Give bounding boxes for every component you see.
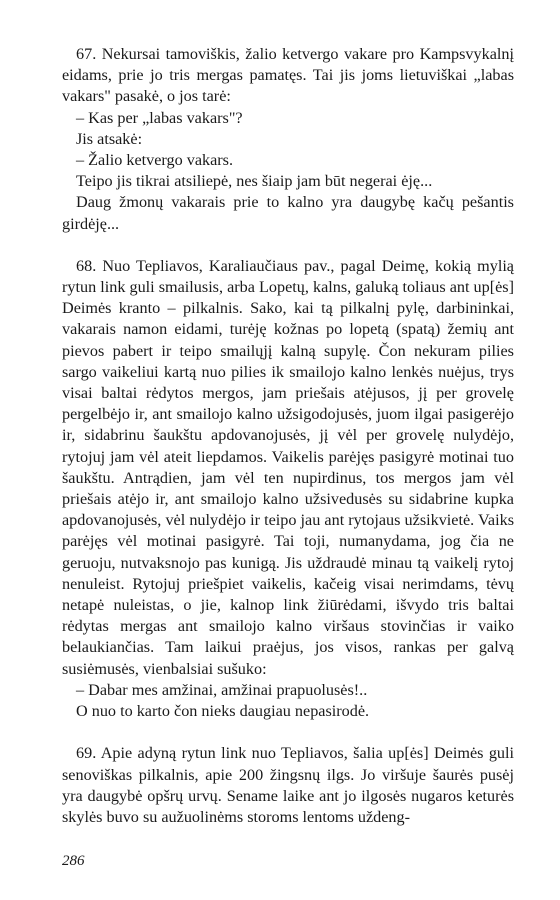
entry-67: [62, 44, 514, 235]
entry-67-dialog-question: – Kas per „labas vakars"?: [76, 108, 243, 127]
entry-67-dialog-answer: – Žalio ketvergo vakars.: [76, 151, 234, 170]
entry-68-dialog-exclamation: – Dabar mes amžinai, amžinai prapuolusės!..: [76, 680, 368, 699]
entry-69-paragraph-1: 69. Apie adyną rytun link nuo Tepliavos, šalia up[ės] Deimės guli senoviškas pilkalnis, apie 200 žingsnų ilgs. Jo viršuje šaurės pusėj yra daugybė opšrų urvų. Sename laike ant jo ilgosės nugaros keturės skylės buvo su aužuolinėms storoms lentoms uždeng-: [62, 744, 514, 826]
entry-68-paragraph-2: O nuo to karto čon nieks daugiau nepasirodė.: [76, 702, 370, 721]
document-page: [62, 44, 514, 828]
page-number: 286: [62, 853, 85, 869]
entry-67-intro: 67. Nekursai tamoviškis, žalio ketvergo vakare pro Kampsvykalnį eidams, prie jo tris mergas pamatęs. Tai jis joms lietuviškai „labas vakars" pasakė, o jos tarė:: [62, 45, 514, 106]
entry-67-paragraph-2: Teipo jis tikrai atsiliepė, nes šiaip jam būt negerai ėję...: [76, 172, 433, 191]
entry-67-dialog-lead: Jis atsakė:: [76, 129, 143, 148]
entry-68-paragraph-1: 68. Nuo Tepliavos, Karaliaučiaus pav., pagal Deimę, kokią mylią rytun link guli smailusis, arba Lopetų, kalns, galuką toliaus ant up[ės] Deimės kranto – pilkalnis. Sako, kai tą pilkalnį pylę, darbininkai, vakarais namon eidami, turėję kožnas po lopetą (spatą) žemių ant pievos pabert ir teipo smailųjį kalną supylę. Čon nekuram pilies sargo vaikeliui kartą nuo pilies ik smailojo kalno lenkės nuėjus, trys visai baltai rėdytos mergos, jam priešais atėjusos, jį per grovelę pergelbėjo ir, ant smailojo kalno užsigodojusės, juom ilgai pasigerėjo ir, sidabrinu šaukštu apdovanojusės, jį vėl per grovelę nulydėjo, rytojuj jam vėl ateit liepdamos. Vaikelis parėjęs pasigyrė motinai tuo šaukštu. Antrądien, jam vėl ten nupirdinus, tos mergos jam vėl priešais atėjo ir, ant smailojo kalno užsivedusės su sidabrine kupka apdovanojusės, vėl nulydėjo ir teipo jau ant rytojaus užsikvietė. Vaiks parėjęs vėl motinai pasigyrė. Tai toji, numanydama, jog čia ne geruoju, nutvaksnojo pas kunigą. Jis uždraudė minau tą vaikelį rytoj nenuleist. Rytojuj priešpiet vaikelis, kačeig visai nerimdams, tėvų netapė nuleistas, o jie, kalnop link žiūrėdami, išvydo tris baltai rėdytas mergas ant smailojo kalno viršaus stovinčias ir vaiko belaukiančias. Tam laikui praėjus, jos visos, rankas per galvą susiėmusės, vienbalsiai sušuko:: [62, 256, 514, 678]
entry-69: [62, 743, 514, 828]
entry-68: [62, 256, 514, 722]
entry-67-paragraph-3: Daug žmonų vakarais prie to kalno yra daugybę kačų pešantis girdėję...: [62, 193, 514, 233]
